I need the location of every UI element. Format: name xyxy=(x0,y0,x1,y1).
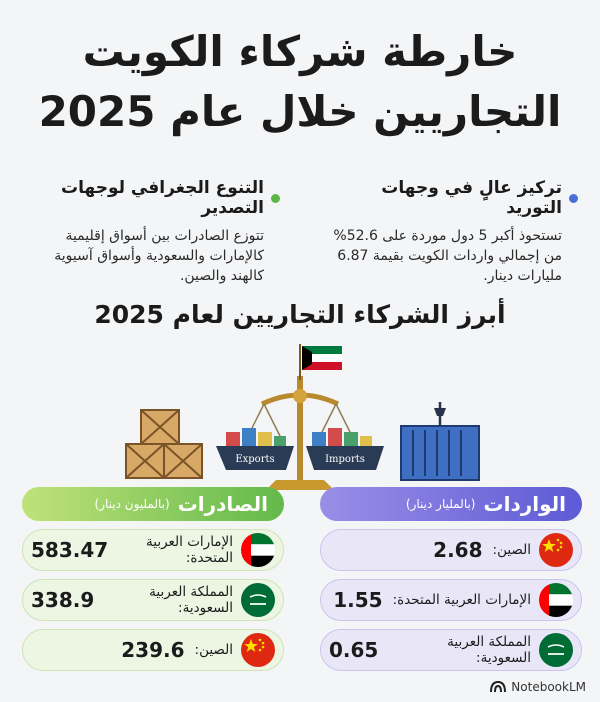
exports-diversity-text: تتوزع الصادرات بين أسواق إقليمية كالإمارات والسعودية وأسواق آسيوية كالهند والصين. xyxy=(54,228,264,284)
exports-header-label: الصادرات xyxy=(177,492,268,516)
imports-header-label: الواردات xyxy=(483,492,566,516)
exports-value: 583.47 xyxy=(31,538,109,562)
imports-country: الإمارات العربية المتحدة: xyxy=(392,592,531,608)
uae-flag-icon xyxy=(241,533,275,567)
main-title-line-2: التجاريين خلال عام 2025 xyxy=(38,87,562,136)
exports-ship-icon xyxy=(216,428,294,470)
china-flag-icon xyxy=(241,633,275,667)
notebooklm-logo-icon xyxy=(490,681,506,693)
imports-country: الصين: xyxy=(492,542,531,558)
imports-row xyxy=(320,529,582,571)
exports-value: 338.9 xyxy=(31,588,95,612)
section-subtitle: أبرز الشركاء التجاريين لعام 2025 xyxy=(94,300,506,329)
imports-header-unit: (بالمليار دينار) xyxy=(405,497,476,511)
imports-value: 2.68 xyxy=(433,538,483,562)
imports-value: 1.55 xyxy=(333,588,383,612)
main-title-line-1: خارطة شركاء الكويت xyxy=(82,27,518,76)
trade-balance-illustration xyxy=(0,340,600,490)
imports-ship-icon xyxy=(306,428,384,470)
imports-row xyxy=(320,579,582,621)
exports-value: 239.6 xyxy=(121,638,185,662)
bullet-dot-icon xyxy=(271,194,280,203)
exports-ship-label: Exports xyxy=(235,454,275,465)
imports-header xyxy=(320,487,582,521)
brand-label: NotebookLM xyxy=(511,680,586,694)
container-crane-icon xyxy=(401,402,479,480)
imports-ship-label: Imports xyxy=(325,454,365,465)
exports-header-unit: (بالمليون دينار) xyxy=(94,497,170,511)
exports-country: الإمارات العربية المتحدة: xyxy=(146,534,233,566)
notebooklm-brand xyxy=(490,680,586,694)
uae-flag-icon xyxy=(539,583,573,617)
saudi-flag-icon xyxy=(241,583,275,617)
saudi-flag-icon xyxy=(539,633,573,667)
bullet-dot-icon xyxy=(569,194,578,203)
exports-header xyxy=(22,487,284,521)
exports-row xyxy=(22,579,284,621)
exports-country: المملكة العربية السعودية: xyxy=(149,584,233,616)
exports-row xyxy=(22,529,284,571)
china-flag-icon xyxy=(539,533,573,567)
imports-focus-text: تستحوذ أكبر 5 دول موردة على 52.6% من إجمالي واردات الكويت بقيمة 6.87 مليارات دينار. xyxy=(333,228,562,284)
crates-icon xyxy=(126,410,202,478)
exports-country: الصين: xyxy=(194,642,233,658)
exports-diversity-point xyxy=(30,178,280,286)
imports-country: المملكة العربية السعودية: xyxy=(447,634,531,666)
kuwait-flag-icon xyxy=(300,344,342,380)
exports-diversity-heading xyxy=(30,178,280,218)
imports-row xyxy=(320,629,582,671)
imports-value: 0.65 xyxy=(329,638,379,662)
exports-diversity-heading-text: التنوع الجغرافي لوجهات التصدير xyxy=(61,178,264,218)
imports-focus-heading xyxy=(328,178,578,218)
imports-focus-heading-text: تركيز عالٍ في وجهات التوريد xyxy=(381,178,562,218)
imports-focus-point xyxy=(328,178,578,286)
exports-row xyxy=(22,629,284,671)
